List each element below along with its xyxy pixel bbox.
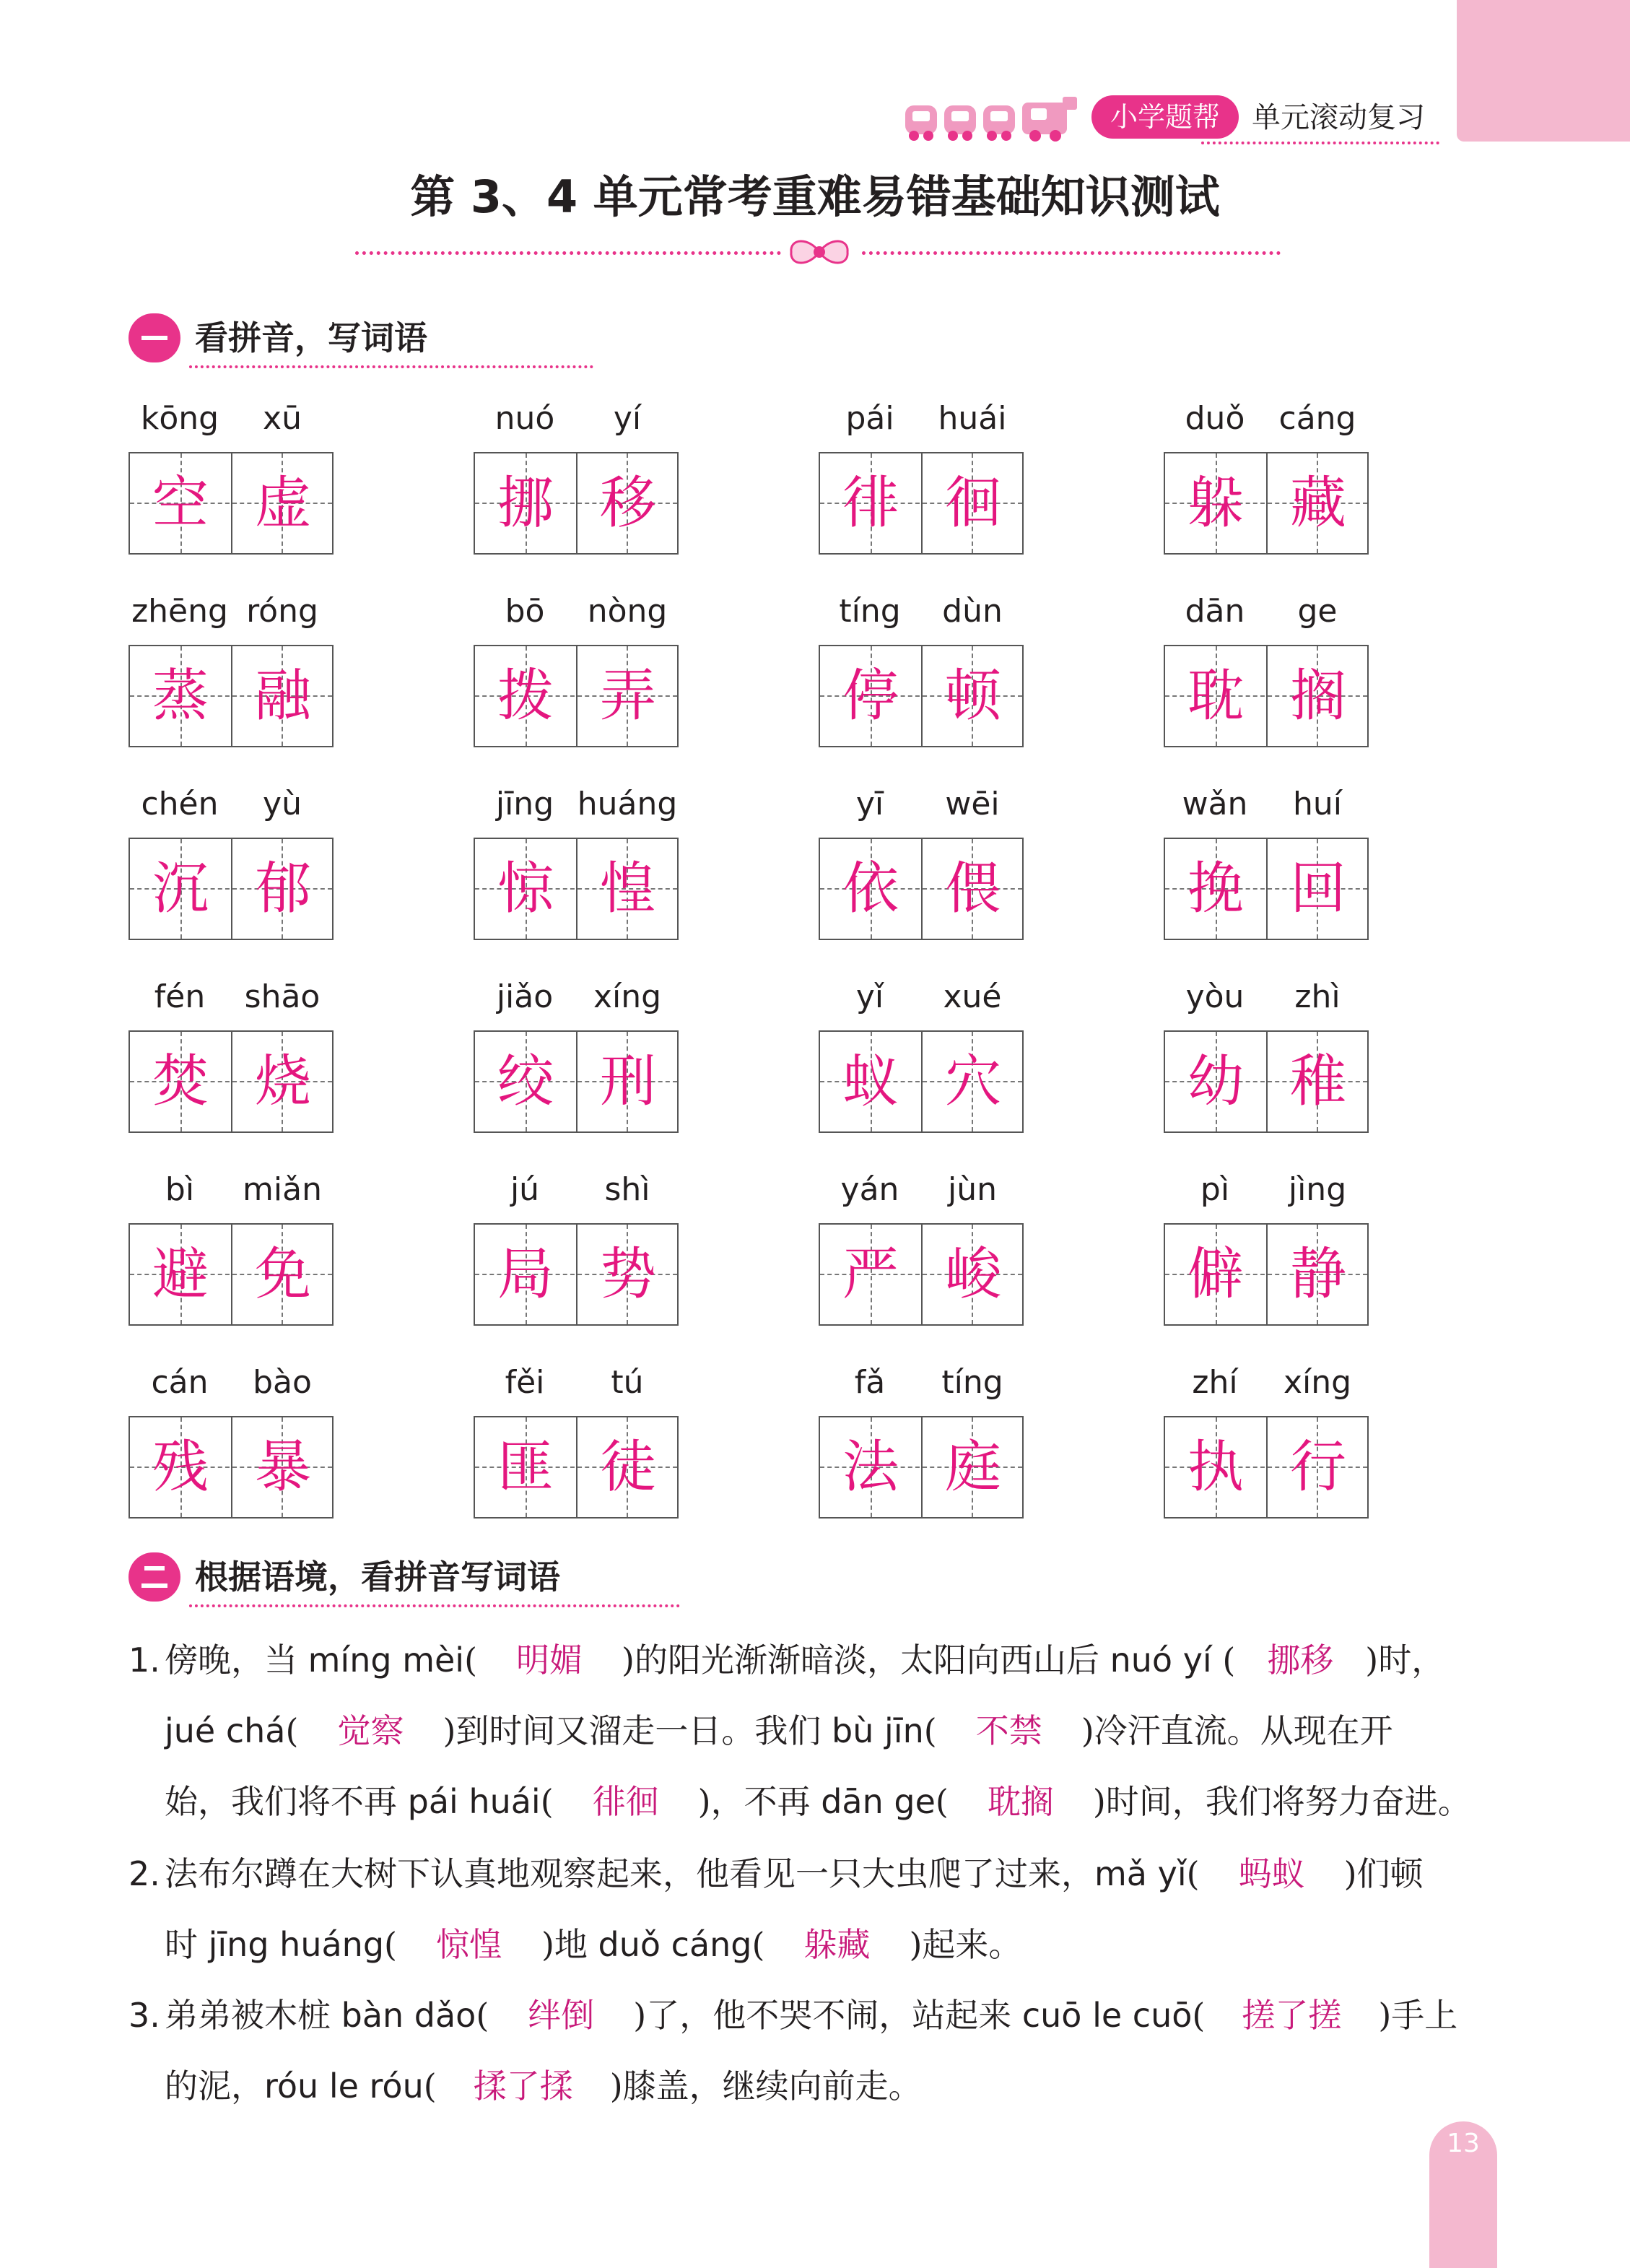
answer-character: 移: [599, 471, 656, 536]
question-number-2: 2.: [128, 1854, 160, 1893]
pinyin-syllable: nòng: [587, 593, 668, 630]
tianzige-grid: [819, 1416, 1024, 1518]
title-divider-right: [862, 251, 1281, 255]
question-3-line-1: 弟弟被木桩 bàn dǎo( 绊倒 )了，他不哭不闹，站起来 cuō le cuō( 搓了搓 )手上: [165, 1990, 1457, 2041]
answer-character: 徘: [842, 471, 899, 536]
answer-character: 执: [1187, 1435, 1244, 1500]
pinyin-syllable: jīng: [495, 786, 554, 822]
pinyin-syllable: wēi: [945, 786, 1000, 822]
answer-character: 挽: [1187, 856, 1244, 921]
tianzige-grid: [128, 838, 334, 940]
answer-character: 幼: [1187, 1049, 1244, 1114]
question-2-line-1: 法布尔蹲在大树下认真地观察起来，他看见一只大虫爬了过来，mǎ yǐ( 蚂蚁 )们顿: [165, 1848, 1424, 1899]
pinyin-syllable: róng: [246, 593, 318, 630]
answer-blank: 躲藏: [803, 1925, 871, 1964]
tianzige-grid: [1164, 838, 1369, 940]
question-2-line-2: 时 jīng huáng( 惊惶 )地 duǒ cáng( 躲藏 )起来。: [165, 1919, 1021, 1970]
pinyin-syllable: zhì: [1294, 978, 1341, 1015]
pinyin-syllable: tíng: [839, 593, 901, 630]
pinyin-syllable: yí: [613, 400, 642, 437]
answer-character: 峻: [944, 1242, 1001, 1307]
pinyin-syllable: huáng: [577, 786, 678, 822]
pinyin-syllable: pái: [845, 400, 894, 437]
pinyin-syllable: bō: [505, 593, 545, 630]
pinyin-syllable: jùn: [948, 1171, 997, 1208]
word-cell: [819, 1361, 1024, 1520]
word-cell: [1164, 1361, 1369, 1520]
question-1-line-1: 傍晚，当 míng mèi( 明媚 )的阳光渐渐暗淡，太阳向西山后 nuó yí ( 挪移 )时，: [165, 1635, 1444, 1685]
answer-character: 避: [152, 1242, 209, 1307]
section-number-2: [128, 1552, 180, 1602]
pinyin-syllable: bì: [165, 1171, 195, 1208]
pinyin-syllable: fǎ: [854, 1364, 886, 1401]
answer-character: 惶: [599, 856, 656, 921]
answer-blank: 不禁: [975, 1711, 1042, 1750]
answer-character: 残: [152, 1435, 209, 1500]
tianzige-grid: [474, 645, 679, 747]
tianzige-grid: [819, 838, 1024, 940]
tianzige-grid: [819, 1223, 1024, 1326]
answer-character: 刑: [599, 1049, 656, 1114]
pinyin-syllable: yī: [855, 786, 884, 822]
word-cell: [128, 397, 334, 556]
answer-character: 穴: [944, 1049, 1001, 1114]
pinyin-syllable: ge: [1297, 593, 1338, 630]
word-cell: [474, 976, 679, 1134]
pinyin-syllable: tú: [611, 1364, 644, 1401]
pinyin-syllable: duǒ: [1185, 400, 1245, 437]
word-cell: [128, 1168, 334, 1327]
tianzige-grid: [128, 1030, 334, 1133]
pinyin-syllable: dùn: [942, 593, 1003, 630]
train-icon: [902, 92, 1084, 143]
pinyin-syllable: xíng: [1283, 1364, 1352, 1401]
word-cell: [474, 783, 679, 942]
series-underline: [1201, 142, 1439, 144]
section-1-title: 看拼音，写词语: [195, 318, 427, 357]
pinyin-syllable: jìng: [1288, 1171, 1347, 1208]
pinyin-syllable: kōng: [140, 400, 219, 437]
pinyin-syllable: shì: [604, 1171, 650, 1208]
answer-character: 虚: [254, 471, 311, 536]
answer-character: 庭: [944, 1435, 1001, 1500]
tianzige-grid: [474, 1416, 679, 1518]
word-cell: [474, 1168, 679, 1327]
pinyin-syllable: fén: [154, 978, 206, 1015]
answer-character: 挪: [497, 471, 554, 536]
pinyin-syllable: yòu: [1185, 978, 1245, 1015]
pinyin-syllable: zhí: [1192, 1364, 1238, 1401]
answer-character: 搁: [1289, 664, 1346, 729]
question-number-1: 1.: [128, 1641, 160, 1680]
answer-character: 依: [842, 856, 899, 921]
tianzige-grid: [1164, 645, 1369, 747]
answer-blank: 搓了搓: [1242, 1996, 1342, 2035]
tianzige-grid: [474, 1223, 679, 1326]
answer-blank: 绊倒: [528, 1996, 595, 2035]
answer-character: 势: [599, 1242, 656, 1307]
word-cell: [474, 590, 679, 749]
answer-character: 回: [1289, 856, 1346, 921]
pinyin-syllable: huí: [1293, 786, 1342, 822]
answer-character: 徊: [944, 471, 1001, 536]
answer-character: 拨: [497, 664, 554, 729]
pinyin-syllable: zhēng: [131, 593, 228, 630]
pinyin-syllable: cáng: [1278, 400, 1356, 437]
tianzige-grid: [128, 1416, 334, 1518]
answer-character: 焚: [152, 1049, 209, 1114]
word-cell: [128, 783, 334, 942]
tianzige-grid: [128, 452, 334, 555]
section-2-underline: [189, 1604, 680, 1607]
word-cell: [128, 590, 334, 749]
pinyin-syllable: dān: [1185, 593, 1245, 630]
title-divider-left: [355, 251, 781, 255]
tianzige-grid: [128, 645, 334, 747]
word-cell: [1164, 783, 1369, 942]
answer-character: 徒: [599, 1435, 656, 1500]
answer-blank: 徘徊: [592, 1782, 659, 1821]
word-cell: [819, 783, 1024, 942]
tianzige-grid: [128, 1223, 334, 1326]
word-cell: [128, 1361, 334, 1520]
word-cell: [474, 397, 679, 556]
tianzige-grid: [1164, 1223, 1369, 1326]
brand-badge: 小学题帮: [1091, 95, 1239, 139]
pinyin-syllable: tíng: [941, 1364, 1003, 1401]
pinyin-syllable: yù: [263, 786, 302, 822]
answer-character: 匪: [497, 1435, 554, 1500]
pinyin-syllable: jiǎo: [496, 978, 554, 1015]
answer-character: 蒸: [152, 664, 209, 729]
bow-icon: [787, 235, 852, 269]
answer-character: 行: [1289, 1435, 1346, 1500]
answer-character: 烧: [254, 1049, 311, 1114]
pinyin-syllable: xíng: [593, 978, 662, 1015]
word-cell: [819, 976, 1024, 1134]
answer-character: 免: [254, 1242, 311, 1307]
pinyin-syllable: cán: [151, 1364, 209, 1401]
tianzige-grid: [819, 645, 1024, 747]
answer-blank: 觉察: [337, 1711, 404, 1750]
answer-blank: 惊惶: [435, 1925, 502, 1964]
pinyin-syllable: yǐ: [855, 978, 884, 1015]
answer-character: 暴: [254, 1435, 311, 1500]
answer-character: 停: [842, 664, 899, 729]
tianzige-grid: [474, 1030, 679, 1133]
answer-character: 僻: [1187, 1242, 1244, 1307]
answer-character: 惊: [497, 856, 554, 921]
question-number-3: 3.: [128, 1996, 160, 2035]
tianzige-grid: [819, 1030, 1024, 1133]
tianzige-grid: [819, 452, 1024, 555]
series-label: 单元滚动复习: [1252, 101, 1425, 134]
section-2-title: 根据语境，看拼音写词语: [195, 1557, 560, 1596]
answer-blank: 明媚: [516, 1641, 583, 1680]
answer-character: 法: [842, 1435, 899, 1500]
answer-character: 沉: [152, 856, 209, 921]
page-number: 13: [1447, 2129, 1480, 2158]
word-cell: [1164, 590, 1369, 749]
section-1-underline: [189, 365, 593, 368]
answer-blank: 挪移: [1267, 1641, 1334, 1680]
question-1-line-3: 始，我们将不再 pái huái( 徘徊 )，不再 dān ge( 耽搁 )时间，我们将努力奋进。: [165, 1776, 1471, 1827]
pinyin-syllable: jú: [510, 1171, 540, 1208]
word-cell: [1164, 1168, 1369, 1327]
pinyin-syllable: yán: [840, 1171, 899, 1208]
answer-character: 郁: [254, 856, 311, 921]
answer-character: 弄: [599, 664, 656, 729]
answer-character: 稚: [1289, 1049, 1346, 1114]
answer-character: 顿: [944, 664, 1001, 729]
tianzige-grid: [474, 838, 679, 940]
page-title: 第 3、4 单元常考重难易错基础知识测试: [410, 170, 1220, 223]
answer-blank: 揉了揉: [473, 2067, 573, 2106]
section-number-1: [128, 313, 180, 362]
corner-tab: [1457, 0, 1630, 142]
pinyin-syllable: xū: [263, 400, 302, 437]
answer-character: 耽: [1187, 664, 1244, 729]
tianzige-grid: [1164, 452, 1369, 555]
tianzige-grid: [1164, 1416, 1369, 1518]
pinyin-syllable: bào: [253, 1364, 312, 1401]
tianzige-grid: [1164, 1030, 1369, 1133]
word-cell: [819, 1168, 1024, 1327]
word-cell: [1164, 976, 1369, 1134]
pinyin-syllable: chén: [141, 786, 219, 822]
pinyin-syllable: nuó: [494, 400, 555, 437]
word-cell: [474, 1361, 679, 1520]
answer-character: 躲: [1187, 471, 1244, 536]
answer-character: 空: [152, 471, 209, 536]
pinyin-syllable: miǎn: [243, 1171, 322, 1208]
answer-character: 蚁: [842, 1049, 899, 1114]
pinyin-syllable: shāo: [244, 978, 321, 1015]
answer-character: 静: [1289, 1242, 1346, 1307]
answer-character: 局: [497, 1242, 554, 1307]
answer-character: 偎: [944, 856, 1001, 921]
word-cell: [819, 397, 1024, 556]
tianzige-grid: [474, 452, 679, 555]
answer-character: 严: [842, 1242, 899, 1307]
question-1-line-2: jué chá( 觉察 )到时间又溜走一日。我们 bù jīn( 不禁 )冷汗直流。从现在开: [165, 1706, 1393, 1756]
answer-blank: 耽搁: [987, 1782, 1054, 1821]
pinyin-syllable: huái: [938, 400, 1007, 437]
answer-blank: 蚂蚁: [1238, 1854, 1305, 1893]
pinyin-syllable: xué: [943, 978, 1002, 1015]
word-cell: [819, 590, 1024, 749]
pinyin-syllable: fěi: [505, 1364, 545, 1401]
word-cell: [128, 976, 334, 1134]
pinyin-syllable: pì: [1200, 1171, 1230, 1208]
pinyin-syllable: wǎn: [1182, 786, 1248, 822]
word-cell: [1164, 397, 1369, 556]
answer-character: 藏: [1289, 471, 1346, 536]
question-3-line-2: 的泥，róu le róu( 揉了揉 )膝盖，继续向前走。: [165, 2061, 922, 2111]
answer-character: 绞: [497, 1049, 554, 1114]
answer-character: 融: [254, 664, 311, 729]
